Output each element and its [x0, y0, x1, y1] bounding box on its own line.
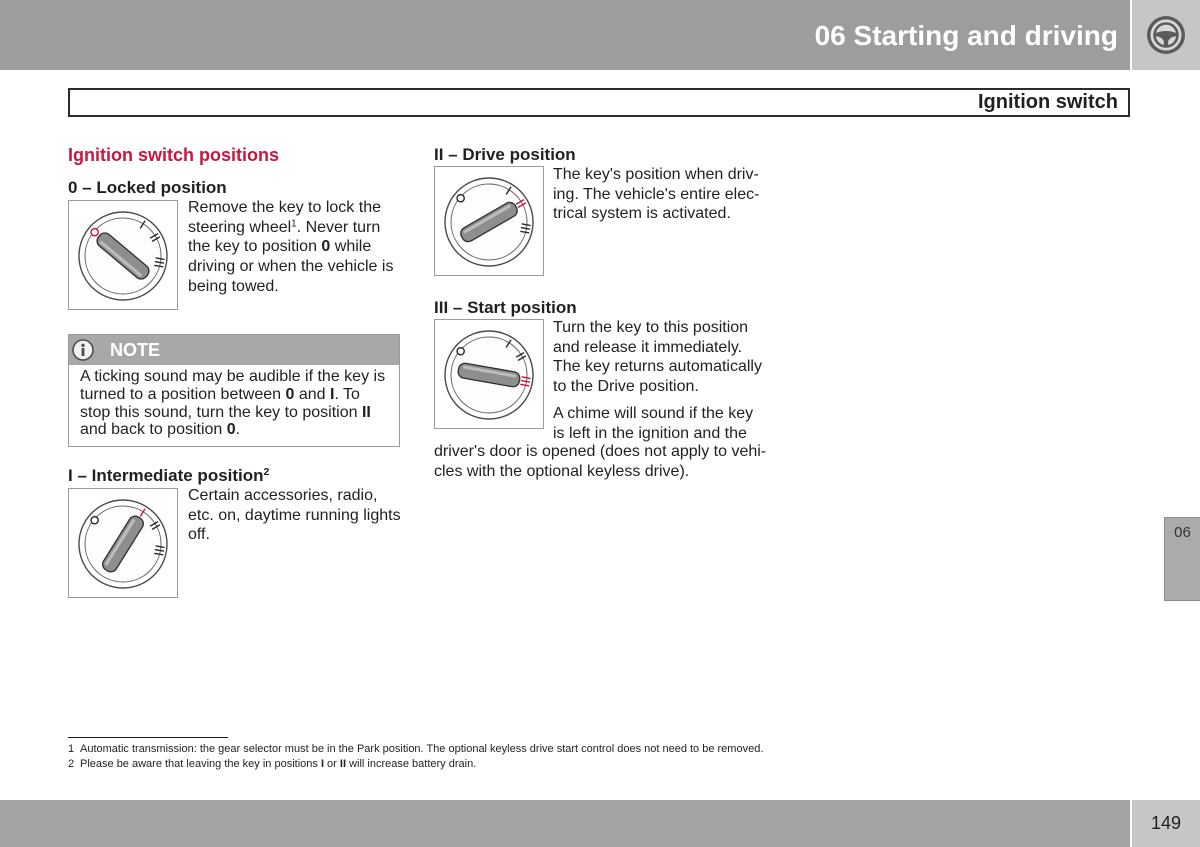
text-line [80, 404, 399, 422]
text-line [553, 185, 759, 205]
info-icon-stem [82, 348, 85, 356]
text-run: off. [188, 526, 210, 544]
note-label: NOTE [110, 339, 161, 360]
text-line [188, 237, 393, 257]
drive-position-heading: II – Drive position [434, 145, 576, 164]
text-run: and back to position [80, 421, 227, 439]
start-position-heading: III – Start position [434, 298, 577, 317]
position-0-marker [457, 195, 464, 202]
footnote-text [80, 742, 763, 757]
note-text [69, 365, 399, 439]
position-0-marker [91, 229, 98, 236]
ignition-key-dial-icon [69, 201, 177, 309]
chapter-side-tab[interactable] [1164, 517, 1200, 601]
intermediate-position-text [188, 486, 401, 545]
intermediate-position-image [68, 488, 178, 598]
text-run: The key's position when driv- [553, 166, 759, 183]
positions-heading: Ignition switch positions [68, 145, 279, 165]
text-line [80, 368, 399, 386]
bold-text: 0 [285, 385, 295, 403]
chapter-icon-box [1132, 0, 1200, 70]
text-run: is left in the ignition and the [553, 424, 747, 442]
footnote-ref: 2 [263, 466, 270, 479]
drive-position-text [553, 165, 759, 224]
text-run: Certain accessories, radio, [188, 487, 378, 504]
chapter-side-tab-label: 06 [1174, 524, 1191, 541]
footnote-text [80, 757, 476, 772]
chapter-title: 06 Starting and driving [814, 20, 1118, 51]
bold-text: I [329, 385, 335, 403]
text-run: ing. The vehicle's entire elec- [553, 185, 760, 203]
steering-wheel-icon [1146, 15, 1186, 55]
footer-bar [0, 800, 1130, 847]
text-line [553, 377, 762, 397]
text-run: while [330, 238, 372, 256]
text-run: or [324, 758, 340, 770]
text-line [434, 442, 766, 462]
text-run: Automatic transmission: the gear selector must be in the Park position. The optional keyless drive start control does not need to be removed. [80, 743, 764, 755]
text-run: turned to a position between [80, 385, 286, 403]
footnote-number: 1 [68, 743, 75, 755]
chapter-header-bar [0, 0, 1130, 70]
heading-text: I – Intermediate position [68, 466, 264, 485]
text-run: Remove the key to lock the [188, 199, 381, 216]
text-run: stop this sound, turn the key to position [80, 403, 362, 421]
bold-text: 0 [321, 238, 331, 256]
text-line [553, 318, 762, 338]
footnote-ref: 1 [291, 218, 297, 230]
text-line [188, 506, 401, 526]
text-line [80, 386, 399, 404]
text-run: The key returns automatically [553, 358, 762, 376]
text-run: driver's door is opened (does not apply to vehi- [434, 443, 767, 460]
text-run: . To [334, 385, 360, 403]
start-position-text [553, 318, 762, 397]
position-0-marker [91, 517, 98, 524]
text-run: will increase battery drain. [346, 758, 477, 770]
drive-position-image [434, 166, 544, 276]
ignition-key-dial-icon [435, 167, 543, 275]
page-number: 149 [1150, 813, 1182, 833]
note-box [68, 334, 400, 447]
text-run: etc. on, daytime running lights [188, 506, 401, 524]
text-run: driving or when the vehicle is [188, 258, 394, 276]
text-line [553, 424, 753, 444]
text-line [553, 357, 762, 377]
text-line [553, 204, 759, 224]
chime-text-beside-image [553, 404, 753, 443]
text-line [80, 421, 399, 439]
text-line [188, 257, 393, 277]
text-line [553, 165, 759, 185]
intermediate-position-heading [68, 465, 269, 487]
text-run: to the Drive position. [553, 378, 699, 396]
locked-position-image [68, 200, 178, 310]
text-run: steering wheel [188, 218, 292, 236]
ignition-key-dial-icon [69, 489, 177, 597]
footnote-number: 2 [68, 758, 75, 770]
section-title-box [68, 88, 1130, 117]
text-run: Please be aware that leaving the key in positions [80, 758, 321, 770]
text-run: trical system is activated. [553, 205, 731, 223]
text-line [80, 757, 476, 772]
text-run: A chime will sound if the key [553, 405, 754, 422]
text-run: cles with the optional keyless drive). [434, 462, 690, 480]
footnote-1 [68, 742, 763, 757]
text-run: . Never turn [296, 218, 381, 236]
page-number-box [1132, 800, 1200, 847]
text-run: A ticking sound may be audible if the key is [80, 368, 386, 385]
ignition-key-dial-icon [435, 320, 543, 428]
text-line [188, 218, 393, 238]
text-run: and release it immediately. [553, 338, 743, 356]
footnotes [68, 742, 763, 772]
footnote-2 [68, 757, 763, 772]
text-line [188, 277, 393, 297]
text-run: the key to position [188, 238, 322, 256]
start-position-image [434, 319, 544, 429]
footnote-divider [68, 737, 228, 738]
info-icon-dot [81, 344, 84, 347]
chime-text-below-image [434, 442, 766, 481]
text-line [434, 462, 766, 482]
text-line [188, 486, 401, 506]
bold-text: II [361, 403, 371, 421]
text-line [188, 525, 401, 545]
info-icon [72, 339, 94, 361]
text-run: . [235, 421, 241, 439]
bold-text: II [339, 758, 347, 770]
position-0-marker [457, 348, 464, 355]
bold-text: I [320, 758, 324, 770]
text-run: Turn the key to this position [553, 319, 749, 336]
locked-position-text [188, 198, 393, 297]
text-line [553, 404, 753, 424]
text-line [188, 198, 393, 218]
bold-text: 0 [226, 421, 236, 439]
section-title: Ignition switch [978, 91, 1118, 113]
text-line [80, 742, 763, 757]
text-line [553, 338, 762, 358]
text-run: being towed. [188, 277, 279, 295]
text-run: and [294, 385, 330, 403]
note-header [69, 335, 399, 365]
locked-position-heading: 0 – Locked position [68, 178, 227, 197]
